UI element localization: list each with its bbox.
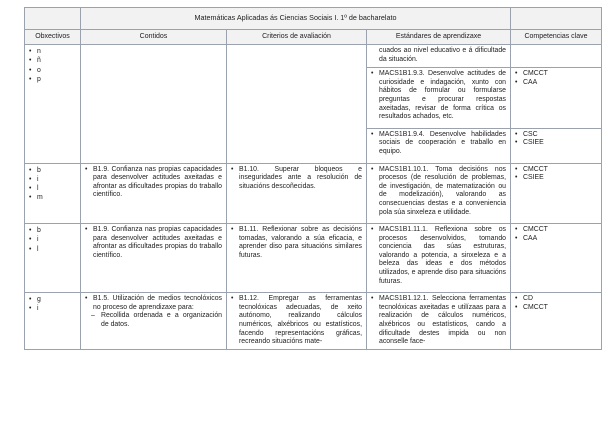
estandar-item: • MACS1B1.9.4. Desenvolve habilidades sociais de cooperación e traballo en equipo. xyxy=(371,131,506,157)
objective-item: • p xyxy=(29,75,76,84)
header-competencias: Competencias clave xyxy=(511,29,602,45)
contido-subitem: – Recollida ordenada e a organización de datos. xyxy=(85,312,222,329)
competency-item: • CMCCT xyxy=(515,226,597,235)
header-criterios: Criterios de avaliación xyxy=(227,29,367,45)
header-contidos: Contidos xyxy=(81,29,227,45)
header-estandares: Estándares de aprendizaxe xyxy=(367,29,511,45)
objective-item: • i xyxy=(29,304,76,313)
table-title: Matemáticas Aplicadas ás Ciencias Sociais I. 1º de bacharelato xyxy=(81,8,511,30)
contidos-cell xyxy=(81,45,227,163)
competencias-cell xyxy=(511,45,602,68)
objective-item: • o xyxy=(29,66,76,75)
competency-item: • CAA xyxy=(515,79,597,88)
table-row xyxy=(25,224,602,293)
competencias-cell xyxy=(511,163,602,224)
title-left-cell xyxy=(25,8,81,30)
objective-item: • i xyxy=(29,235,76,244)
criterio-item: • B1.11. Reflexionar sobre as decisións tomadas, valorando a súa eficacia, e aprender diso para situacións similares futuras. xyxy=(231,226,362,260)
contidos-cell xyxy=(81,163,227,224)
obxectivos-cell xyxy=(25,293,81,350)
criterio-item: • B1.12. Empregar as ferramentas tecnolóxicas adecuadas, de xeito autónomo, realizando cálculos numéricos, alxébricos ou estatísticos, facendo representacións gráficas, recreando situacións mate- xyxy=(231,295,362,347)
objective-item: • m xyxy=(29,193,76,202)
competencias-cell xyxy=(511,293,602,350)
objective-item: • g xyxy=(29,295,76,304)
estandar-cell xyxy=(367,224,511,293)
obxectivos-cell xyxy=(25,163,81,224)
competencias-cell xyxy=(511,128,602,163)
contido-item: • B1.9. Confianza nas propias capacidades para desenvolver actitudes axeitadas e afrontar as dificultades propias do traballo científico. xyxy=(85,226,222,260)
objective-item: • b xyxy=(29,166,76,175)
objective-item: • ñ xyxy=(29,56,76,65)
estandar-item: • MACS1B1.12.1. Selecciona ferramentas tecnolóxicas axeitadas e utilízaas para a realización de cálculos numéricos, alxébricos ou estatísticos, cando a dificultade destes impida ou non aconselle face- xyxy=(371,295,506,347)
competency-item: • CSIEE xyxy=(515,139,597,148)
estandar-cell xyxy=(367,128,511,163)
criterios-cell xyxy=(227,163,367,224)
estandar-item: • MACS1B1.9.3. Desenvolve actitudes de curiosidade e indagación, xunto con hábitos de formular ou formularse preguntas e procurar respostas axeitadas, revisar de forma crítica os resultados achados, etc. xyxy=(371,70,506,122)
estandar-cell xyxy=(367,293,511,350)
table-row xyxy=(25,163,602,224)
contido-item: • B1.5. Utilización de medios tecnolóxicos no proceso de aprendizaxe para: xyxy=(85,295,222,312)
estandar-cell xyxy=(367,68,511,129)
header-obxectivos: Obxectivos xyxy=(25,29,81,45)
obxectivos-cell xyxy=(25,45,81,163)
competency-item: • CAA xyxy=(515,235,597,244)
competency-item: • CSIEE xyxy=(515,174,597,183)
criterios-cell xyxy=(227,224,367,293)
criterio-item: • B1.10. Superar bloqueos e inseguridades ante a resolución de situacións descoñecidas. xyxy=(231,166,362,192)
criterios-cell xyxy=(227,293,367,350)
estandar-cell xyxy=(367,163,511,224)
curriculum-page xyxy=(24,7,601,350)
objective-item: • l xyxy=(29,245,76,254)
competencias-cell xyxy=(511,68,602,129)
title-right-cell xyxy=(511,8,602,30)
competency-item: • CSC xyxy=(515,131,597,140)
table-row xyxy=(25,293,602,350)
contidos-cell xyxy=(81,224,227,293)
title-row xyxy=(25,8,602,30)
estandar-item: • MACS1B1.11.1. Reflexiona sobre os procesos desenvolvidos, tomando conciencia das súas estruturas, valorando a potencia, a sinxeleza e a beleza das ideas e dos métodos utilizados, e aprende diso para situacións futuras. xyxy=(371,226,506,286)
obxectivos-cell xyxy=(25,224,81,293)
objective-item: • l xyxy=(29,184,76,193)
competency-item: • CMCCT xyxy=(515,166,597,175)
competency-item: • CMCCT xyxy=(515,70,597,79)
objective-item: • n xyxy=(29,47,76,56)
contidos-cell xyxy=(81,293,227,350)
contido-item: • B1.9. Confianza nas propias capacidades para desenvolver actitudes axeitadas e afrontar as dificultades propias do traballo científico. xyxy=(85,166,222,200)
estandar-item: • MACS1B1.10.1. Toma decisións nos procesos (de resolución de problemas, de investigación, de matematización ou de modelización), valorando as consecuencias destas e a conveniencia pola súa sinxeleza e utilidade. xyxy=(371,166,506,218)
table-row xyxy=(25,45,602,68)
objective-item: • b xyxy=(29,226,76,235)
curriculum-table xyxy=(24,7,602,350)
header-row xyxy=(25,29,602,45)
criterios-cell xyxy=(227,45,367,163)
estandar-continuation: cuados ao nivel educativo e á dificultade da situación. xyxy=(367,45,511,68)
objective-item: • i xyxy=(29,175,76,184)
competencias-cell xyxy=(511,224,602,293)
competency-item: • CMCCT xyxy=(515,304,597,313)
competency-item: • CD xyxy=(515,295,597,304)
